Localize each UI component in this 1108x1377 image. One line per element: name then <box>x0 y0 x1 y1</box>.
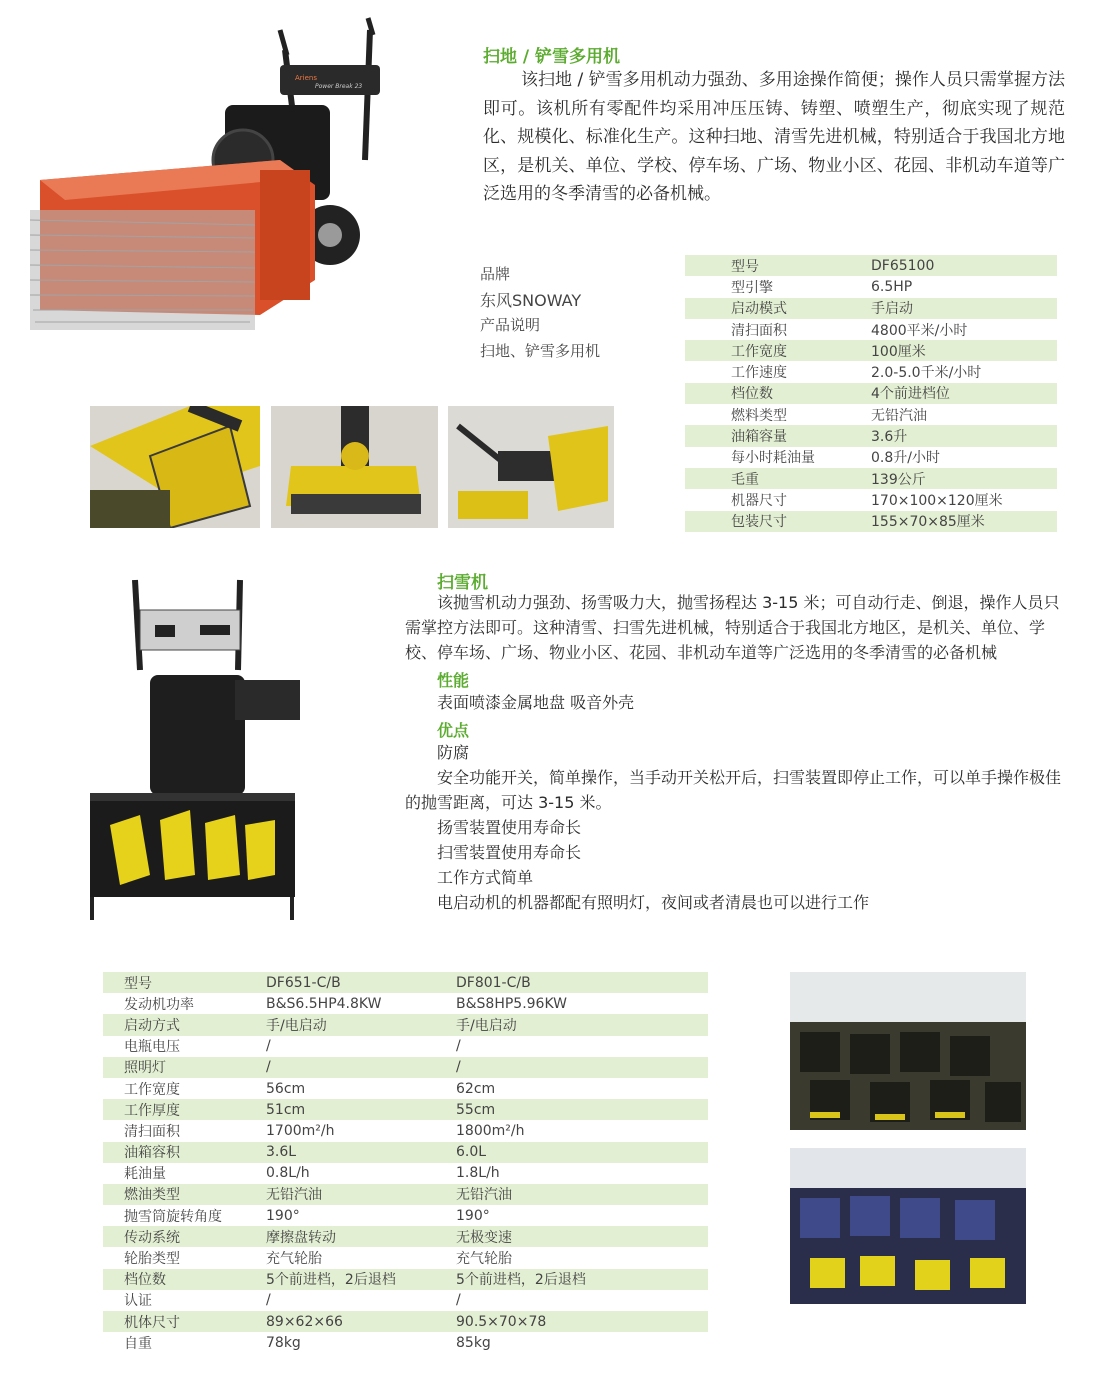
spec-value-b: 1800m²/h <box>456 1122 525 1139</box>
spec-value-a: 摩擦盘转动 <box>266 1229 336 1246</box>
spec-value: 2.0-5.0千米/小时 <box>871 365 982 382</box>
spec-value-b: / <box>456 1059 461 1076</box>
spec-value-a: 56cm <box>266 1080 306 1097</box>
advantages-title: 优点 <box>437 721 470 740</box>
spec-value-b: 无铅汽油 <box>456 1187 512 1204</box>
spec-value: 0.8升/小时 <box>871 450 940 467</box>
spec-value: 4个前进档位 <box>871 386 950 403</box>
spec-key: 型号 <box>731 258 759 275</box>
spec-key: 抛雪筒旋转角度 <box>124 1208 222 1225</box>
brand-value: 东风SNOWAY <box>480 290 582 310</box>
sweeper-description: 该扫地 / 铲雪多用机动力强劲、多用途操作简便；操作人员只需掌握方法即可。该机所有零配件均采用冲压压铸、铸塑、喷塑生产，彻底实现了规范化、规模化、标准化生产。这种扫地、清雪先进机械，特别适合于我国北方地区，是机关、单位、学校、停车场、广场、物业小区、花园、非机动车道等广泛选用的冬季清雪的必备机械。 <box>483 70 1065 204</box>
spec-key: 工作速度 <box>731 365 787 382</box>
sweeper-photo <box>25 10 445 365</box>
spec-row <box>103 1269 708 1290</box>
spec-row <box>685 511 1057 532</box>
spec-key: 毛重 <box>731 471 759 488</box>
spec-value-b: 手/电启动 <box>456 1017 517 1034</box>
warehouse-photo-2 <box>790 1148 1026 1304</box>
spec-row <box>685 468 1057 489</box>
spec-row <box>103 1120 708 1141</box>
spec-row <box>103 1014 708 1035</box>
spec-value-a: 51cm <box>266 1101 306 1118</box>
spec-row <box>685 340 1057 361</box>
spec-row <box>103 1184 708 1205</box>
spec-value-a: 手/电启动 <box>266 1017 327 1034</box>
spec-value-b: B&S8HP5.96KW <box>456 995 567 1012</box>
spec-value-b: 55cm <box>456 1101 496 1118</box>
spec-key: 型号 <box>124 975 152 992</box>
spec-key: 照明灯 <box>124 1060 166 1077</box>
spec-key: 档位数 <box>124 1272 166 1289</box>
spec-value-a: B&S6.5HP4.8KW <box>266 995 382 1012</box>
spec-row <box>103 1290 708 1311</box>
spec-value: 3.6升 <box>871 429 908 446</box>
spec-value: 4800平米/小时 <box>871 322 968 339</box>
spec-value-b: 62cm <box>456 1080 496 1097</box>
spec-row <box>103 972 708 993</box>
spec-row <box>685 447 1057 468</box>
spec-value: 手启动 <box>871 301 913 318</box>
spec-row <box>685 276 1057 297</box>
spec-key: 油箱容量 <box>731 429 787 446</box>
spec-row <box>103 1036 708 1057</box>
spec-value-b: 无极变速 <box>456 1229 512 1246</box>
spec-value-a: 0.8L/h <box>266 1165 310 1182</box>
spec-value-a: / <box>266 1059 271 1076</box>
performance-title: 性能 <box>437 671 470 690</box>
advantage-item: 扫雪装置使用寿命长 <box>437 843 582 862</box>
sweeper-title: 扫地 / 铲雪多用机 <box>483 47 621 67</box>
spec-value: 6.5HP <box>871 278 913 295</box>
accessory-photo-blade-side <box>448 406 614 528</box>
spec-key: 启动方式 <box>124 1017 180 1034</box>
advantage-item: 防腐 <box>437 743 470 762</box>
spec-value-a: 无铅汽油 <box>266 1187 322 1204</box>
accessory-photo-blade-front <box>271 406 438 528</box>
spec-key: 传动系统 <box>124 1229 180 1246</box>
spec-value-b: DF801-C/B <box>456 974 531 991</box>
spec-key: 机体尺寸 <box>124 1314 180 1331</box>
spec-key: 型引擎 <box>731 279 773 296</box>
spec-value: 139公斤 <box>871 471 926 488</box>
brand-label: 品牌 <box>480 265 511 283</box>
spec-key: 工作宽度 <box>731 343 787 360</box>
spec-row <box>103 993 708 1014</box>
spec-value-a: 3.6L <box>266 1144 297 1161</box>
spec-key: 油箱容积 <box>124 1145 180 1162</box>
spec-row <box>103 1078 708 1099</box>
spec-value-a: 89×62×66 <box>266 1313 343 1330</box>
blower-spec-table <box>103 972 708 1353</box>
spec-value-b: 85kg <box>456 1334 491 1351</box>
spec-row <box>103 1311 708 1332</box>
advantage-item: 安全功能开关，简单操作，当手动开关松开后，扫雪装置即停止工作，可以单手操作极佳的抛雪距离，可达 3-15 米。 <box>405 768 1062 812</box>
spec-key: 耗油量 <box>124 1166 166 1183</box>
spec-key: 认证 <box>124 1293 152 1310</box>
spec-key: 工作厚度 <box>124 1102 180 1119</box>
advantage-item: 扬雪装置使用寿命长 <box>437 818 582 837</box>
spec-key: 发动机功率 <box>124 996 194 1013</box>
spec-key: 工作宽度 <box>124 1081 180 1098</box>
spec-key: 自重 <box>124 1335 152 1352</box>
product-value: 扫地、铲雪多用机 <box>480 341 601 360</box>
spec-row <box>103 1057 708 1078</box>
advantage-item: 电启动机的机器都配有照明灯，夜间或者清晨也可以进行工作 <box>437 893 870 912</box>
spec-value: DF65100 <box>871 257 935 274</box>
spec-value-b: 充气轮胎 <box>456 1251 512 1268</box>
spec-key: 机器尺寸 <box>731 492 787 509</box>
spec-key: 包装尺寸 <box>731 514 787 531</box>
blower-title: 扫雪机 <box>437 573 488 593</box>
warehouse-photo-1 <box>790 972 1026 1130</box>
spec-value: 170×100×120厘米 <box>871 492 1003 509</box>
advantages-list <box>405 740 1065 915</box>
blower-description: 该抛雪机动力强劲、扬雪吸力大，抛雪扬程达 3-15 米；可自动行走、倒退，操作人员只需掌控方法即可。这种清雪、扫雪先进机械，特别适合于我国北方地区，是机关、单位、学校、停车场、广场、物业小区、花园、非机动车道等广泛选用的冬季清雪的必备机械 <box>405 593 1060 662</box>
spec-value-a: DF651-C/B <box>266 974 341 991</box>
spec-key: 燃料类型 <box>731 407 787 424</box>
spec-row <box>685 361 1057 382</box>
spec-value-b: 5个前进档，2后退档 <box>456 1272 586 1289</box>
spec-value-a: 78kg <box>266 1334 301 1351</box>
spec-row <box>685 255 1057 276</box>
spec-row <box>685 383 1057 404</box>
spec-key: 启动模式 <box>731 301 787 318</box>
spec-row <box>103 1099 708 1120</box>
spec-key: 电瓶电压 <box>124 1039 180 1056</box>
spec-row <box>685 404 1057 425</box>
spec-row <box>685 319 1057 340</box>
spec-value-b: / <box>456 1292 461 1309</box>
spec-key: 清扫面积 <box>731 322 787 339</box>
spec-value-a: 190° <box>266 1207 300 1224</box>
product-label: 产品说明 <box>480 316 541 334</box>
spec-value-b: 6.0L <box>456 1144 487 1161</box>
spec-value: 100厘米 <box>871 343 926 360</box>
spec-row <box>103 1247 708 1268</box>
spec-row <box>685 298 1057 319</box>
spec-row <box>685 425 1057 446</box>
spec-row <box>103 1332 708 1353</box>
spec-value-b: 190° <box>456 1207 490 1224</box>
spec-value-a: / <box>266 1038 271 1055</box>
spec-value-a: / <box>266 1292 271 1309</box>
performance-text: 表面喷漆金属地盘 吸音外壳 <box>437 693 635 712</box>
spec-value: 无铅汽油 <box>871 407 927 424</box>
brand-block <box>480 262 600 364</box>
spec-value-a: 5个前进档，2后退档 <box>266 1272 396 1289</box>
spec-value-a: 1700m²/h <box>266 1122 335 1139</box>
spec-row <box>685 489 1057 510</box>
spec-value-b: 1.8L/h <box>456 1165 500 1182</box>
spec-row <box>103 1163 708 1184</box>
advantage-item: 工作方式简单 <box>437 868 534 887</box>
spec-row <box>103 1226 708 1247</box>
machine-model-label: Power Break 23 <box>315 83 363 90</box>
sweeper-spec-table <box>685 255 1057 532</box>
snow-blower-photo <box>80 575 312 920</box>
spec-value: 155×70×85厘米 <box>871 514 985 531</box>
spec-value-b: / <box>456 1038 461 1055</box>
spec-key: 清扫面积 <box>124 1123 180 1140</box>
machine-brand-mark: Ariens <box>295 74 318 82</box>
spec-value-a: 充气轮胎 <box>266 1251 322 1268</box>
spec-row <box>103 1205 708 1226</box>
spec-key: 每小时耗油量 <box>731 450 815 467</box>
spec-key: 燃油类型 <box>124 1187 180 1204</box>
accessory-photo-blade-angle <box>90 406 260 528</box>
spec-key: 档位数 <box>731 386 773 403</box>
spec-key: 轮胎类型 <box>124 1251 180 1268</box>
spec-value-b: 90.5×70×78 <box>456 1313 547 1330</box>
spec-row <box>103 1142 708 1163</box>
